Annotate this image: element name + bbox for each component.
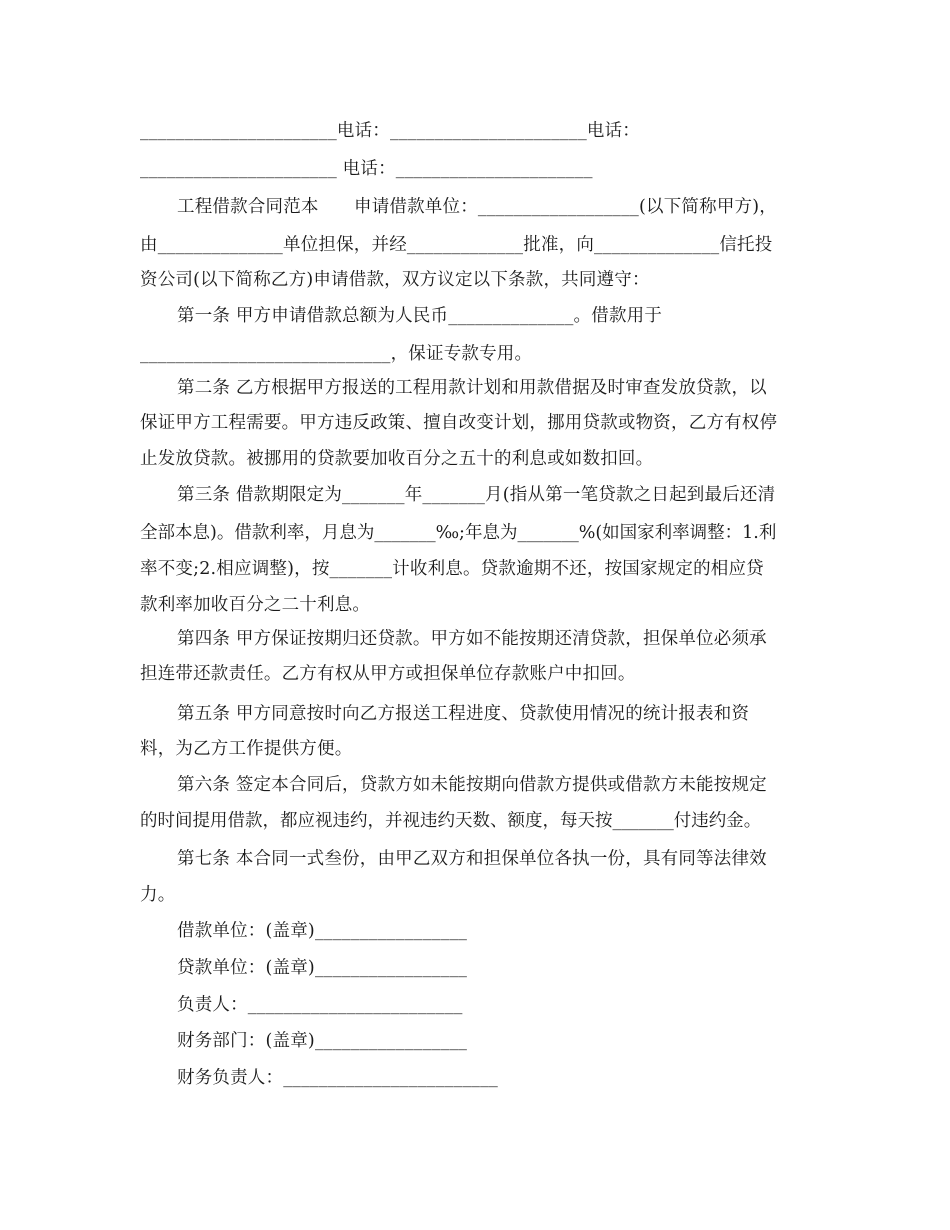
article-2-line-3: 止发放贷款。被挪用的贷款要加收百分之五十的利息或如数扣回。	[140, 449, 654, 469]
article-3-line-3: 率不变;2.相应调整)，按_______计收利息。贷款逾期不还，按国家规定的相应贷	[140, 559, 764, 579]
finance-manager-line: 财务负责人：________________________	[177, 1068, 498, 1088]
article-7-line-1: 第七条 本合同一式叁份，由甲乙双方和担保单位各执一份，具有同等法律效	[177, 849, 767, 869]
borrower-signature-line: 借款单位：(盖章)_________________	[177, 921, 468, 941]
article-6-line-1: 第六条 签定本合同后，贷款方如未能按期向借款方提供或借款方未能按规定	[177, 775, 767, 795]
intro-line-2: 由______________单位担保，并经_____________批准，向______________信托投	[140, 235, 773, 255]
article-7-line-2: 力。	[140, 885, 176, 905]
article-5-line-1: 第五条 甲方同意按时向乙方报送工程进度、贷款使用情况的统计报表和资	[177, 704, 750, 724]
person-in-charge-line: 负责人：________________________	[177, 995, 463, 1015]
article-3-line-2: 全部本息)。借款利率，月息为_______‰;年息为_______%(如国家利率调整：1.利	[140, 523, 777, 543]
finance-department-line: 财务部门：(盖章)_________________	[177, 1031, 468, 1051]
contract-title-line: 工程借款合同范本 申请借款单位：__________________(以下简称甲方)，	[177, 197, 777, 217]
article-6-line-2: 的时间提用借款，都应视违约，并视违约天数、额度，每天按_______付违约金。	[140, 811, 762, 831]
article-2-line-1: 第二条 乙方根据甲方报送的工程用款计划和用款借据及时审查发放贷款，以	[177, 378, 767, 398]
article-2-line-2: 保证甲方工程需要。甲方违反政策、擅自改变计划，挪用贷款或物资，乙方有权停	[140, 413, 778, 433]
article-1-line-1: 第一条 甲方申请借款总额为人民币______________。借款用于	[177, 306, 663, 326]
article-5-line-2: 料，为乙方工作提供方便。	[140, 739, 353, 759]
phone-line-1: ______________________电话：______________________电话：	[140, 121, 640, 141]
lender-signature-line: 贷款单位：(盖章)_________________	[177, 958, 468, 978]
article-3-line-1: 第三条 借款期限定为_______年_______月(指从第一笔贷款之日起到最后还清	[177, 485, 776, 505]
article-3-line-4: 款利率加收百分之二十利息。	[140, 595, 371, 615]
intro-line-3: 资公司(以下简称乙方)申请借款，双方议定以下条款，共同遵守：	[140, 270, 650, 290]
article-4-line-1: 第四条 甲方保证按期归还贷款。甲方如不能按期还清贷款，担保单位必须承	[177, 629, 767, 649]
phone-line-2: ______________________ 电话：______________________	[140, 159, 593, 179]
article-1-line-2: ____________________________，保证专款专用。	[140, 344, 533, 364]
article-4-line-2: 担连带还款责任。乙方有权从甲方或担保单位存款账户中扣回。	[140, 664, 636, 684]
